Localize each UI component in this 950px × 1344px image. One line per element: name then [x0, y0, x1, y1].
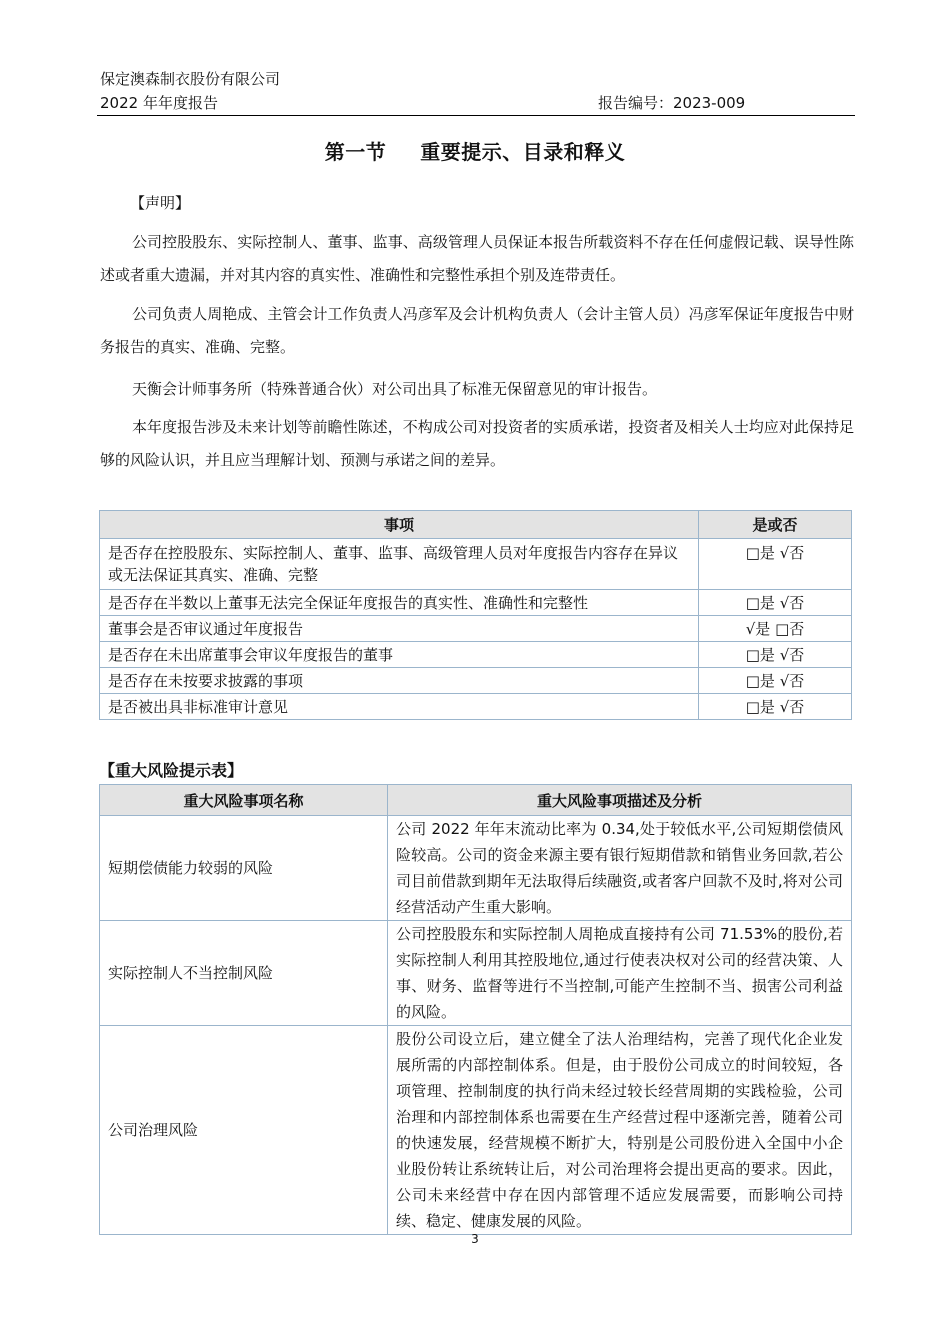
table-row: [100, 694, 852, 720]
column-header-risk-desc: 重大风险事项描述及分析: [388, 785, 852, 816]
confirmation-table: [99, 510, 852, 720]
table-row: [100, 539, 852, 590]
table-row: [100, 616, 852, 642]
header-report-year: 2022 年年度报告: [100, 94, 218, 112]
paragraph-2: 公司负责人周艳成、主管会计工作负责人冯彦军及会计机构负责人（会计主管人员）冯彦军保证年度报告中财务报告的真实、准确、完整。: [100, 305, 854, 356]
row-item: 是否存在控股股东、实际控制人、董事、监事、高级管理人员对年度报告内容存在异议或无法保证其真实、准确、完整: [100, 539, 699, 590]
row-answer: □是 √否: [699, 668, 852, 694]
row-answer: □是 √否: [699, 642, 852, 668]
table-header-row: [100, 511, 852, 539]
section-title: [0, 138, 950, 166]
section-title-part2: 重要提示、目录和释义: [420, 140, 626, 164]
statement-label: 【声明】: [130, 194, 191, 212]
column-header-risk-name: 重大风险事项名称: [100, 785, 388, 816]
risk-name: 短期偿债能力较弱的风险: [100, 816, 388, 921]
row-answer: √是 □否: [699, 616, 852, 642]
row-item: 董事会是否审议通过年度报告: [100, 616, 699, 642]
risk-description: 公司控股股东和实际控制人周艳成直接持有公司 71.53%的股份,若实际控制人利用其控股地位,通过行使表决权对公司的经营决策、人事、财务、监督等进行不当控制,可能产生控制不当、损害公司利益的风险。: [388, 921, 852, 1026]
paragraph-1: 公司控股股东、实际控制人、董事、监事、高级管理人员保证本报告所载资料不存在任何虚假记载、误导性陈述或者重大遗漏，并对其内容的真实性、准确性和完整性承担个别及连带责任。: [100, 233, 854, 284]
risk-description: 公司 2022 年年末流动比率为 0.34,处于较低水平,公司短期偿债风险较高。公司的资金来源主要有银行短期借款和销售业务回款,若公司目前借款到期年无法取得后续融资,或者客户回款不及时,将对公司经营活动产生重大影响。: [388, 816, 852, 921]
row-answer: □是 √否: [699, 694, 852, 720]
row-item: 是否存在半数以上董事无法完全保证年度报告的真实性、准确性和完整性: [100, 590, 699, 616]
paragraph-4: 本年度报告涉及未来计划等前瞻性陈述，不构成公司对投资者的实质承诺，投资者及相关人士均应对此保持足够的风险认识，并且应当理解计划、预测与承诺之间的差异。: [100, 418, 854, 469]
row-answer: □是 √否: [699, 590, 852, 616]
risk-name: 公司治理风险: [100, 1026, 388, 1235]
page-number: 3: [471, 1232, 479, 1246]
column-header-answer: 是或否: [699, 511, 852, 539]
header-company: 保定澳森制衣股份有限公司: [100, 70, 281, 88]
section-title-part1: 第一节: [324, 140, 387, 164]
header-report-number: 报告编号：2023-009: [598, 94, 746, 112]
risk-name: 实际控制人不当控制风险: [100, 921, 388, 1026]
table-row: [100, 816, 852, 921]
risk-table: [99, 784, 852, 1235]
row-answer: □是 √否: [699, 539, 852, 590]
table-header-row: [100, 785, 852, 816]
table-row: [100, 921, 852, 1026]
table-row: [100, 642, 852, 668]
row-item: 是否被出具非标准审计意见: [100, 694, 699, 720]
column-header-item: 事项: [100, 511, 699, 539]
paragraph-3: 天衡会计师事务所（特殊普通合伙）对公司出具了标准无保留意见的审计报告。: [132, 380, 658, 398]
header-divider: [97, 115, 855, 116]
table-row: [100, 668, 852, 694]
risk-description: 股份公司设立后，建立健全了法人治理结构，完善了现代化企业发展所需的内部控制体系。但是，由于股份公司成立的时间较短，各项管理、控制制度的执行尚未经过较长经营周期的实践检验，公司治理和内部控制体系也需要在生产经营过程中逐渐完善，随着公司的快速发展，经营规模不断扩大，特别是公司股份进入全国中小企业股份转让系统转让后，对公司治理将会提出更高的要求。因此，公司未来经营中存在因内部管理不适应发展需要，而影响公司持续、稳定、健康发展的风险。: [388, 1026, 852, 1235]
table-row: [100, 590, 852, 616]
row-item: 是否存在未出席董事会审议年度报告的董事: [100, 642, 699, 668]
risk-section-title: 【重大风险提示表】: [99, 761, 244, 780]
table-row: [100, 1026, 852, 1235]
row-item: 是否存在未按要求披露的事项: [100, 668, 699, 694]
